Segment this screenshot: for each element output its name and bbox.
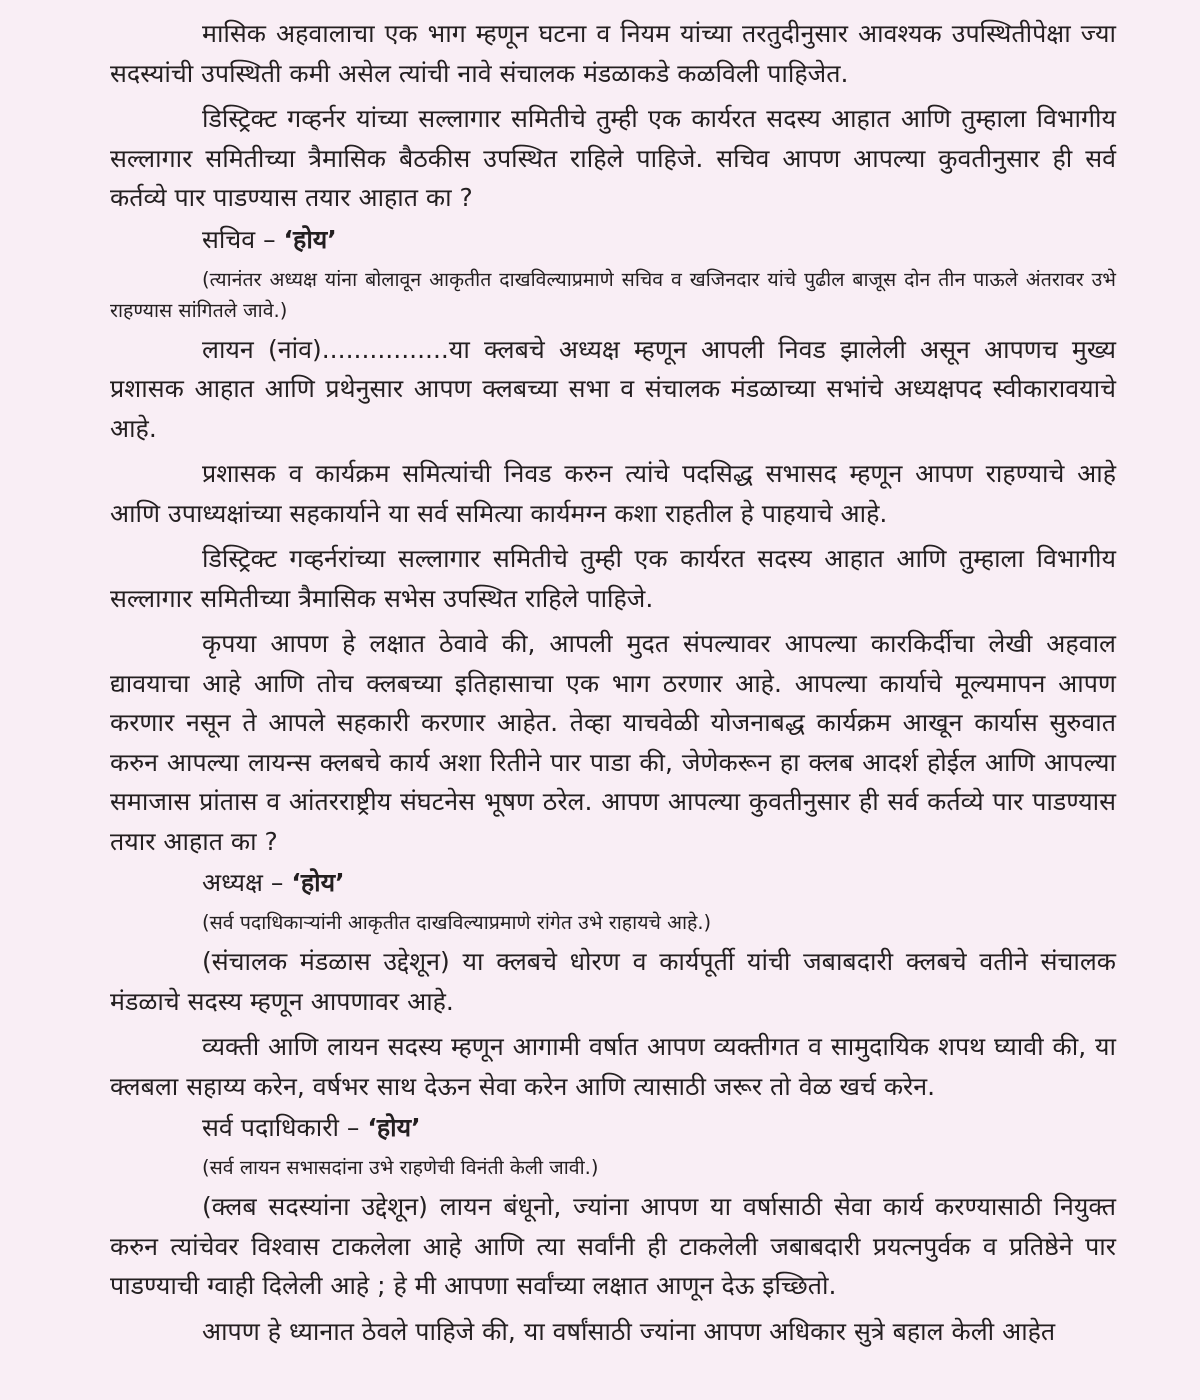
response-answer: ‘होय’: [291, 868, 345, 897]
stage-note-president-called: (त्यानंतर अध्यक्ष यांना बोलावून आकृतीत दाखविल्याप्रमाणे सचिव व खजिनदार यांचे पुढील बाजूस दोन तीन पाऊले अंतरावर उभे राहण्यास सांगितले जावे.): [110, 267, 1116, 322]
president-response: [110, 863, 1116, 903]
all-officers-response: [110, 1108, 1116, 1148]
response-speaker: सचिव –: [202, 224, 284, 254]
paragraph-committees: प्रशासक व कार्यक्रम समित्यांची निवड करुन त्यांचे पदसिद्ध सभासद म्हणून आपण राहण्याचे आहे आणि उपाध्यक्षांच्या सहकार्याने या सर्व समित्या कार्यमग्न कशा राहतील हे पाहयाचे आहे.: [110, 459, 1116, 528]
paragraph-advisory-committee: डिस्ट्रिक्ट गव्हर्नरांच्या सल्लागार समितीचे तुम्ही एक कार्यरत सदस्य आहात आणि तुम्हाला विभागीय सल्लागार समितीच्या त्रैमासिक सभेस उपस्थित राहिले पाहिजे.: [110, 544, 1116, 613]
paragraph-address-members: (क्लब सदस्यांना उद्देशून) लायन बंधूनो, ज्यांना आपण या वर्षासाठी सेवा कार्य करण्यासाठी नियुक्त करुन त्यांचेवर विश्वास टाकलेला आहे आणि त्या सर्वांनी ही टाकलेली जबाबदारी प्रयत्नपुर्वक व प्रतिष्ठेने पार पाडण्याची ग्वाही दिलेली आहे ; हे मी आपणा सर्वांच्या लक्षात आणून देऊ इच्छितो.: [110, 1192, 1116, 1300]
stage-note-officers-line-up: (सर्व पदाधिकाऱ्यांनी आकृतीत दाखविल्याप्रमाणे रांगेत उभे राहायचे आहे.): [202, 911, 712, 934]
response-answer: ‘होय’: [283, 224, 337, 254]
paragraph-secretary-duties: डिस्ट्रिक्ट गव्हर्नर यांच्या सल्लागार समितीचे तुम्ही एक कार्यरत सदस्य आहात आणि तुम्हाला विभागीय सल्लागार समितीच्या त्रैमासिक बैठकीस उपस्थित राहिले पाहिजे. सचिव आपण आपल्या कुवतीनुसार ही सर्व कर्तव्ये पार पाडण्यास तयार आहात का ?: [110, 104, 1116, 212]
response-answer: ‘होय’: [367, 1113, 421, 1142]
paragraph-board-responsibility: (संचालक मंडळास उद्देशून) या क्लबचे धोरण व कार्यपूर्ती यांची जबाबदारी क्लबचे वतीने संचालक मंडळाचे सदस्य म्हणून आपणावर आहे.: [110, 947, 1116, 1016]
response-speaker: सर्व पदाधिकारी –: [202, 1113, 368, 1142]
paragraph-remember: आपण हे ध्यानात ठेवले पाहिजे की, या वर्षांसाठी ज्यांना आपण अधिकार सुत्रे बहाल केली आहेत: [202, 1316, 1056, 1346]
response-speaker: अध्यक्ष –: [202, 868, 292, 897]
paragraph-president-role: लायन (नांव)................या क्लबचे अध्यक्ष म्हणून आपली निवड झालेली असून आपणच मुख्य प्रशासक आहात आणि प्रथेनुसार आपण क्लबच्या सभा व संचालक मंडळाच्या सभांचे अध्यक्षपद स्वीकारावयाचे आहे.: [110, 334, 1116, 443]
paragraph-oath: व्यक्ती आणि लायन सदस्य म्हणून आगामी वर्षात आपण व्यक्तीगत व सामुदायिक शपथ घ्यावी की, या क्लबला सहाय्य करेन, वर्षभर साथ देऊन सेवा करेन आणि त्यासाठी जरूर तो वेळ खर्च करेन.: [110, 1032, 1116, 1101]
paragraph-term-report: कृपया आपण हे लक्षात ठेवावे की, आपली मुदत संपल्यावर आपल्या कारकिर्दीचा लेखी अहवाल द्यावयाचा आहे आणि तोच क्लबच्या इतिहासाचा एक भाग ठरणार आहे. आपल्या कार्याचे मूल्यमापन आपण करणार नसून ते आपले सहकारी करणार आहेत. तेव्हा याचवेळी योजनाबद्ध कार्यक्रम आखून कार्यास सुरुवात करुन आपल्या लायन्स क्लबचे कार्य अशा रितीने पार पाडा की, जेणेकरून हा क्लब आदर्श होईल आणि आपल्या समाजास प्रांतास व आंतरराष्ट्रीय संघटनेस भूषण ठरेल. आपण आपल्या कुवतीनुसार ही सर्व कर्तव्ये पार पाडण्यास तयार आहात का ?: [110, 629, 1116, 856]
stage-note-members-stand: (सर्व लायन सभासदांना उभे राहणेची विनंती केली जावी.): [202, 1156, 599, 1179]
secretary-response: [110, 220, 1116, 260]
paragraph-attendance-report: मासिक अहवालाचा एक भाग म्हणून घटना व नियम यांच्या तरतुदीनुसार आवश्यक उपस्थितीपेक्षा ज्या सदस्यांची उपस्थिती कमी असेल त्यांची नावे संचालक मंडळाकडे कळविली पाहिजेत.: [110, 19, 1116, 88]
